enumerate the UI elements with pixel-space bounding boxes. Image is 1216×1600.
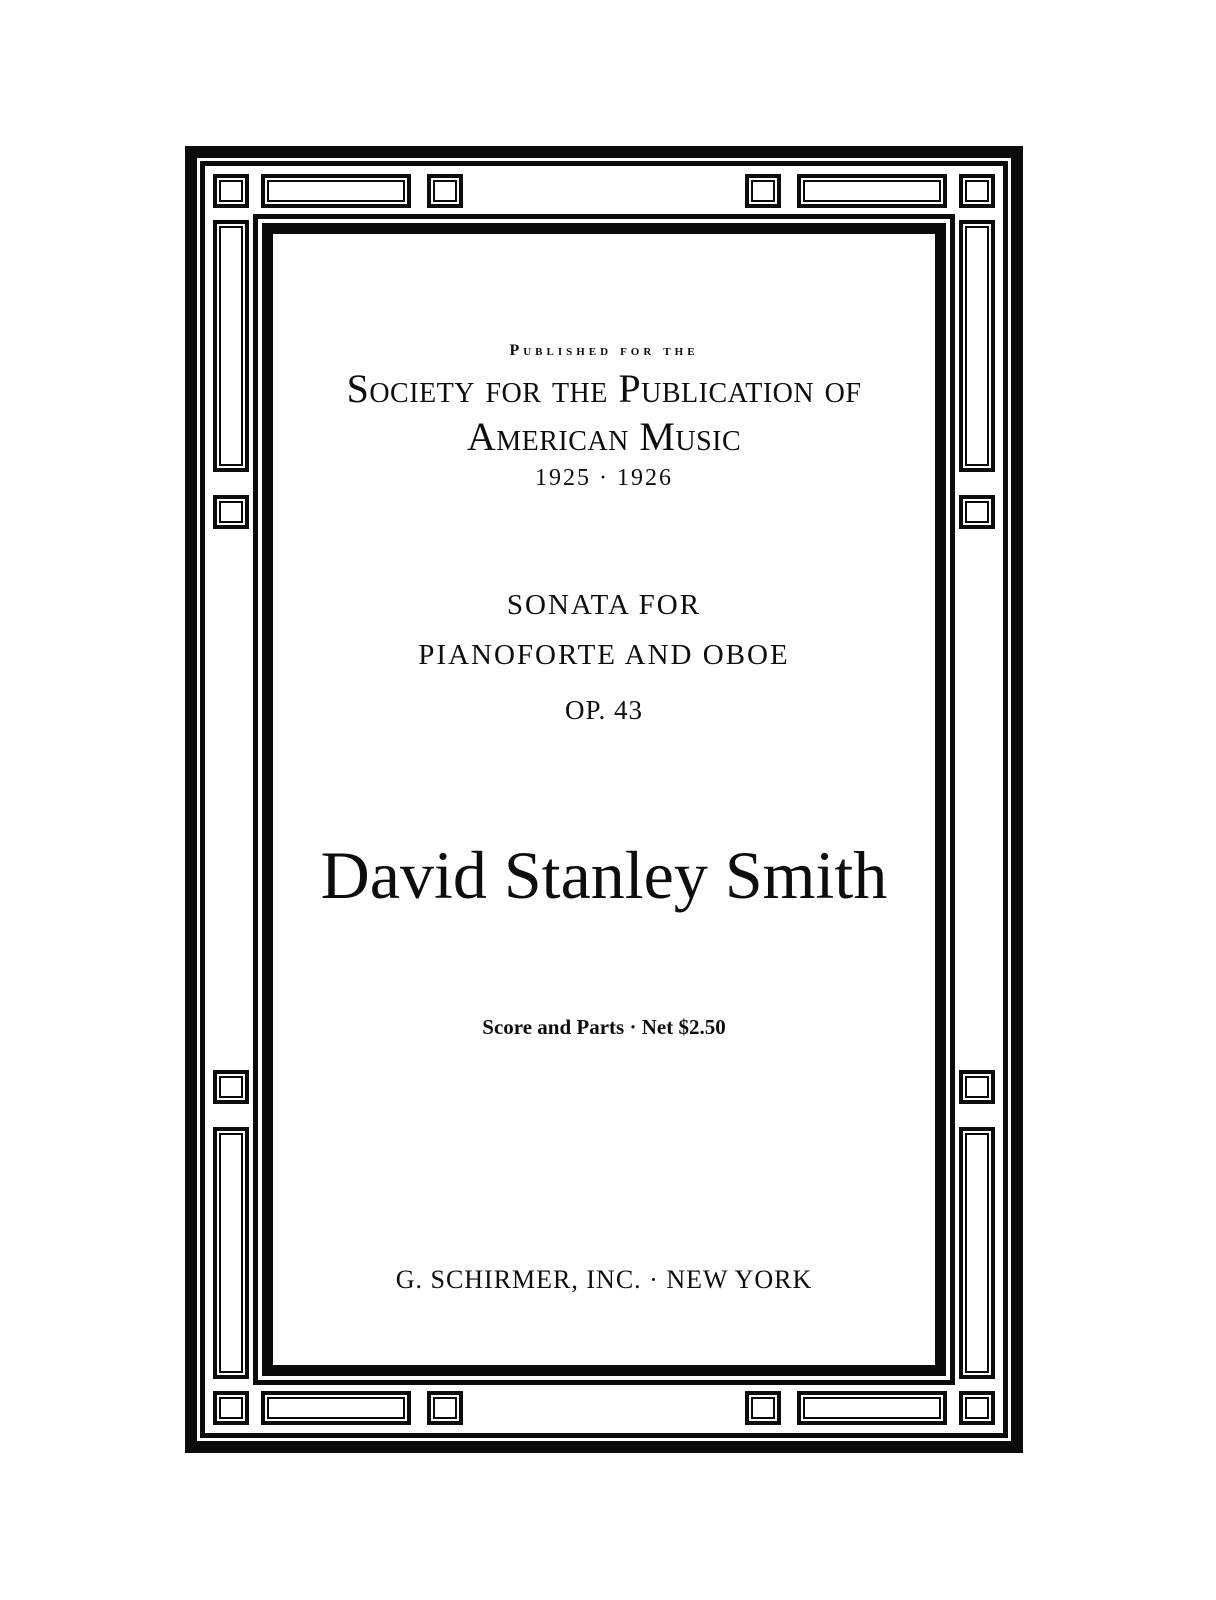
frame-ornament-square-left-upper bbox=[213, 495, 249, 529]
frame-ornament-square-bottom-left bbox=[427, 1391, 463, 1425]
frame-inner-border bbox=[262, 223, 946, 1376]
frame-ornament-bar-top-left bbox=[261, 174, 411, 208]
frame-ornament-bar-right-lower bbox=[959, 1127, 995, 1379]
frame-ornament-square-top-left bbox=[427, 174, 463, 208]
frame-inner-rule bbox=[253, 214, 955, 1385]
work-title-line-2: PIANOFORTE AND OBOE bbox=[418, 639, 790, 671]
work-title-line-1: SONATA FOR bbox=[506, 589, 702, 621]
frame-ornament-square-left-lower bbox=[213, 1070, 249, 1104]
price-line: Score and Parts · Net $2.50 bbox=[482, 1015, 726, 1039]
frame-ornament-square-top-right bbox=[745, 174, 781, 208]
frame-ornament-band bbox=[205, 166, 1003, 1433]
frame-ornament-bar-bottom-left bbox=[261, 1391, 411, 1425]
frame-ornament-corner-bottom-left bbox=[213, 1391, 249, 1425]
frame-ornament-bar-left-upper bbox=[213, 220, 249, 472]
composer-name: David Stanley Smith bbox=[320, 837, 888, 913]
frame-ornament-corner-top-right bbox=[959, 174, 995, 208]
frame-ornament-bar-right-upper bbox=[959, 220, 995, 472]
published-for-line: Published for the bbox=[509, 342, 699, 359]
frame-ornament-bar-left-lower bbox=[213, 1127, 249, 1379]
decorative-border-frame bbox=[185, 146, 1023, 1453]
publisher-imprint: G. SCHIRMER, INC. · NEW YORK bbox=[395, 1265, 813, 1294]
frame-ornament-bar-top-right bbox=[797, 174, 947, 208]
frame-ornament-corner-bottom-right bbox=[959, 1391, 995, 1425]
society-name-line-2: American Music bbox=[466, 414, 742, 459]
frame-ornament-square-right-lower bbox=[959, 1070, 995, 1104]
frame-ornament-bar-bottom-right bbox=[797, 1391, 947, 1425]
frame-ornament-square-right-upper bbox=[959, 495, 995, 529]
opus-number: OP. 43 bbox=[564, 695, 644, 725]
season-years: 1925 · 1926 bbox=[535, 465, 673, 491]
frame-ornament-corner-top-left bbox=[213, 174, 249, 208]
frame-outer-rule bbox=[200, 161, 1008, 1438]
frame-ornament-square-bottom-right bbox=[745, 1391, 781, 1425]
title-page-content bbox=[273, 234, 935, 1365]
society-name-line-1: Society for the Publication of bbox=[346, 366, 862, 411]
